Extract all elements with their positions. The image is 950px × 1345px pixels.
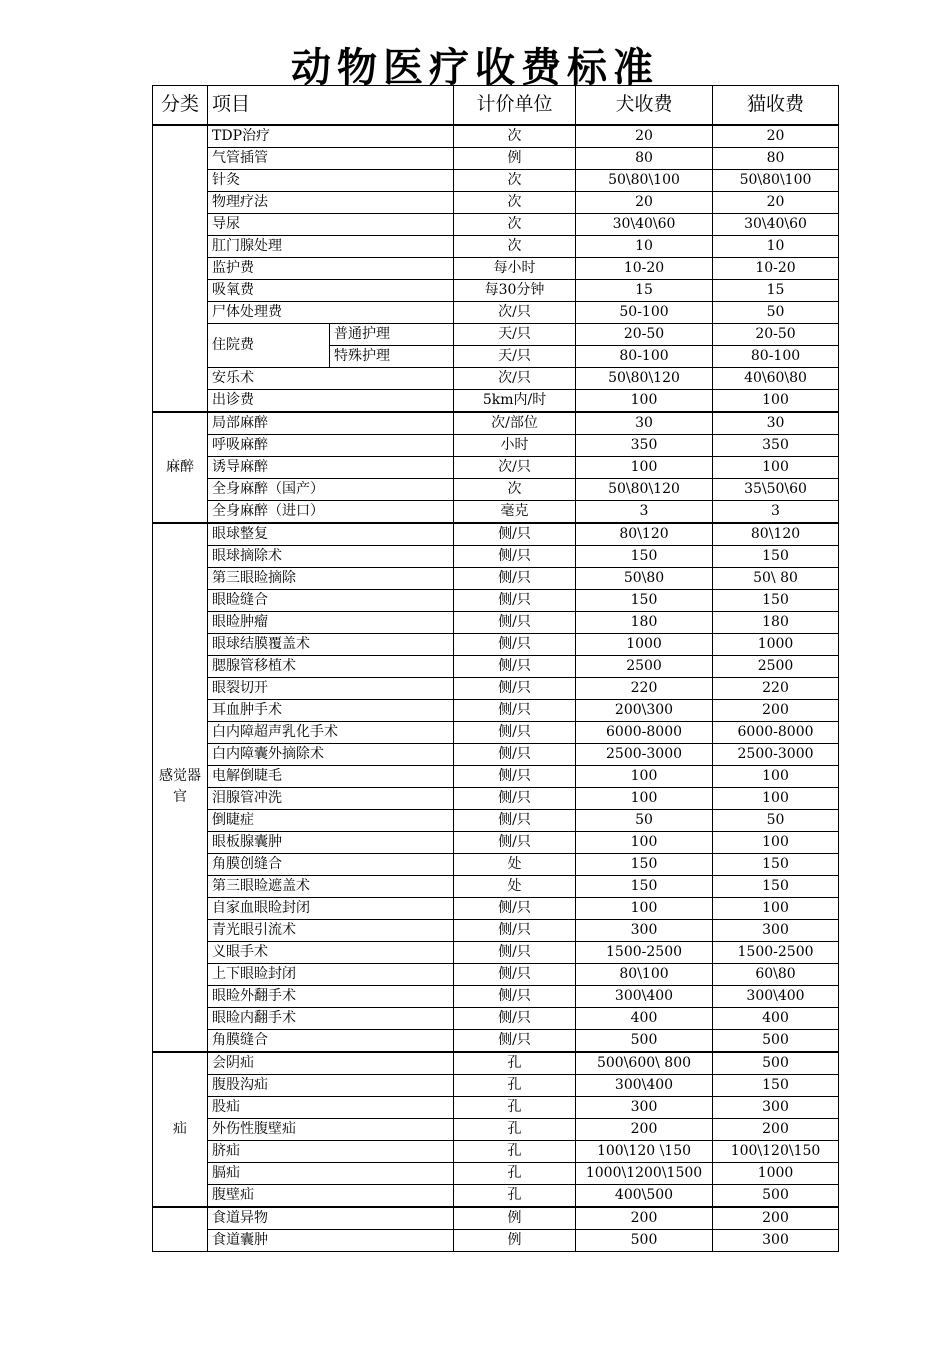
table-row bbox=[153, 611, 839, 633]
pricing-unit: 侧/只 bbox=[454, 765, 576, 787]
dog-fee: 500 bbox=[576, 1029, 713, 1052]
dog-fee: 50\80\120 bbox=[576, 367, 713, 389]
item-name: 眼球整复 bbox=[208, 523, 454, 546]
cat-fee: 30\40\60 bbox=[713, 213, 839, 235]
header-dog-fee: 犬收费 bbox=[576, 86, 713, 125]
dog-fee: 50-100 bbox=[576, 301, 713, 323]
pricing-unit: 侧/只 bbox=[454, 743, 576, 765]
cat-fee: 6000-8000 bbox=[713, 721, 839, 743]
table-row bbox=[153, 743, 839, 765]
table-row bbox=[153, 655, 839, 677]
dog-fee: 100 bbox=[576, 389, 713, 412]
item-name: 住院费 bbox=[208, 323, 330, 367]
dog-fee: 150 bbox=[576, 875, 713, 897]
fee-table bbox=[152, 85, 839, 1252]
pricing-unit: 侧/只 bbox=[454, 611, 576, 633]
pricing-unit: 侧/只 bbox=[454, 897, 576, 919]
table-row bbox=[153, 853, 839, 875]
table-row bbox=[153, 367, 839, 389]
pricing-unit: 小时 bbox=[454, 434, 576, 456]
pricing-unit: 侧/只 bbox=[454, 567, 576, 589]
cat-fee: 300 bbox=[713, 919, 839, 941]
cat-fee: 1000 bbox=[713, 1162, 839, 1184]
item-name: 腹股沟疝 bbox=[208, 1074, 454, 1096]
cat-fee: 150 bbox=[713, 1074, 839, 1096]
item-name: 针灸 bbox=[208, 169, 454, 191]
table-row bbox=[153, 1140, 839, 1162]
item-name: 眼板腺囊肿 bbox=[208, 831, 454, 853]
dog-fee: 1000 bbox=[576, 633, 713, 655]
item-name: 气管插管 bbox=[208, 147, 454, 169]
dog-fee: 500 bbox=[576, 1229, 713, 1251]
table-row bbox=[153, 301, 839, 323]
dog-fee: 6000-8000 bbox=[576, 721, 713, 743]
cat-fee: 15 bbox=[713, 279, 839, 301]
cat-fee: 200 bbox=[713, 1207, 839, 1230]
pricing-unit: 5km内/时 bbox=[454, 389, 576, 412]
cat-fee: 300\400 bbox=[713, 985, 839, 1007]
table-row bbox=[153, 721, 839, 743]
category-cell: 感觉器官 bbox=[153, 523, 208, 1052]
cat-fee: 30 bbox=[713, 412, 839, 435]
item-name: 出诊费 bbox=[208, 389, 454, 412]
page-title: 动物医疗收费标准 bbox=[291, 45, 659, 91]
category-cell: 麻醉 bbox=[153, 412, 208, 523]
item-name: 青光眼引流术 bbox=[208, 919, 454, 941]
pricing-unit: 次 bbox=[454, 478, 576, 500]
cat-fee: 200 bbox=[713, 1118, 839, 1140]
pricing-unit: 例 bbox=[454, 147, 576, 169]
dog-fee: 80 bbox=[576, 147, 713, 169]
pricing-unit: 每30分钟 bbox=[454, 279, 576, 301]
item-name: 局部麻醉 bbox=[208, 412, 454, 435]
dog-fee: 100 bbox=[576, 787, 713, 809]
pricing-unit: 侧/只 bbox=[454, 677, 576, 699]
pricing-unit: 侧/只 bbox=[454, 545, 576, 567]
table-row bbox=[153, 1118, 839, 1140]
table-row bbox=[153, 699, 839, 721]
table-row bbox=[153, 1229, 839, 1251]
cat-fee: 2500-3000 bbox=[713, 743, 839, 765]
item-name: 倒睫症 bbox=[208, 809, 454, 831]
cat-fee: 150 bbox=[713, 875, 839, 897]
item-name: 腮腺管移植术 bbox=[208, 655, 454, 677]
dog-fee: 50\80\120 bbox=[576, 478, 713, 500]
item-name: 物理疗法 bbox=[208, 191, 454, 213]
cat-fee: 20 bbox=[713, 125, 839, 148]
item-name: 诱导麻醉 bbox=[208, 456, 454, 478]
dog-fee: 300 bbox=[576, 919, 713, 941]
pricing-unit: 侧/只 bbox=[454, 589, 576, 611]
table-row bbox=[153, 1184, 839, 1207]
dog-fee: 300 bbox=[576, 1096, 713, 1118]
pricing-unit: 孔 bbox=[454, 1162, 576, 1184]
table-row bbox=[153, 1162, 839, 1184]
cat-fee: 180 bbox=[713, 611, 839, 633]
pricing-unit: 侧/只 bbox=[454, 1007, 576, 1029]
header-category: 分类 bbox=[153, 86, 208, 125]
dog-fee: 400 bbox=[576, 1007, 713, 1029]
item-name: 全身麻醉（国产） bbox=[208, 478, 454, 500]
cat-fee: 100 bbox=[713, 389, 839, 412]
pricing-unit: 每小时 bbox=[454, 257, 576, 279]
header-unit: 计价单位 bbox=[454, 86, 576, 125]
dog-fee: 30\40\60 bbox=[576, 213, 713, 235]
cat-fee: 50 bbox=[713, 809, 839, 831]
dog-fee: 20-50 bbox=[576, 323, 713, 345]
cat-fee: 100 bbox=[713, 897, 839, 919]
table-row bbox=[153, 1207, 839, 1230]
pricing-unit: 孔 bbox=[454, 1140, 576, 1162]
item-name: 眼睑缝合 bbox=[208, 589, 454, 611]
item-name: 尸体处理费 bbox=[208, 301, 454, 323]
cat-fee: 500 bbox=[713, 1184, 839, 1207]
cat-fee: 1000 bbox=[713, 633, 839, 655]
cat-fee: 500 bbox=[713, 1029, 839, 1052]
item-name: 眼裂切开 bbox=[208, 677, 454, 699]
item-name: 食道异物 bbox=[208, 1207, 454, 1230]
table-row bbox=[153, 500, 839, 523]
pricing-unit: 处 bbox=[454, 853, 576, 875]
cat-fee: 100 bbox=[713, 787, 839, 809]
table-row bbox=[153, 1007, 839, 1029]
cat-fee: 3 bbox=[713, 500, 839, 523]
pricing-unit: 侧/只 bbox=[454, 831, 576, 853]
item-name: 耳血肿手术 bbox=[208, 699, 454, 721]
dog-fee: 2500-3000 bbox=[576, 743, 713, 765]
pricing-unit: 侧/只 bbox=[454, 941, 576, 963]
table-row bbox=[153, 279, 839, 301]
cat-fee: 60\80 bbox=[713, 963, 839, 985]
item-name: 眼球摘除术 bbox=[208, 545, 454, 567]
table-row bbox=[153, 919, 839, 941]
table-row bbox=[153, 677, 839, 699]
item-name: 电解倒睫毛 bbox=[208, 765, 454, 787]
pricing-unit: 孔 bbox=[454, 1052, 576, 1075]
cat-fee: 80\120 bbox=[713, 523, 839, 546]
item-name: 白内障囊外摘除术 bbox=[208, 743, 454, 765]
item-name: 会阴疝 bbox=[208, 1052, 454, 1075]
cat-fee: 50\80\100 bbox=[713, 169, 839, 191]
item-name: 呼吸麻醉 bbox=[208, 434, 454, 456]
item-name: 脐疝 bbox=[208, 1140, 454, 1162]
pricing-unit: 侧/只 bbox=[454, 633, 576, 655]
item-name: 腹壁疝 bbox=[208, 1184, 454, 1207]
table-row bbox=[153, 523, 839, 546]
dog-fee: 50\80 bbox=[576, 567, 713, 589]
dog-fee: 150 bbox=[576, 589, 713, 611]
pricing-unit: 侧/只 bbox=[454, 919, 576, 941]
table-row bbox=[153, 765, 839, 787]
cat-fee: 40\60\80 bbox=[713, 367, 839, 389]
dog-fee: 200\300 bbox=[576, 699, 713, 721]
dog-fee: 50 bbox=[576, 809, 713, 831]
table-row bbox=[153, 235, 839, 257]
header-cat-fee: 猫收费 bbox=[713, 86, 839, 125]
dog-fee: 30 bbox=[576, 412, 713, 435]
cat-fee: 300 bbox=[713, 1229, 839, 1251]
dog-fee: 1500-2500 bbox=[576, 941, 713, 963]
item-name: 第三眼睑摘除 bbox=[208, 567, 454, 589]
cat-fee: 35\50\60 bbox=[713, 478, 839, 500]
cat-fee: 50\ 80 bbox=[713, 567, 839, 589]
dog-fee: 80\100 bbox=[576, 963, 713, 985]
dog-fee: 500\600\ 800 bbox=[576, 1052, 713, 1075]
dog-fee: 200 bbox=[576, 1118, 713, 1140]
dog-fee: 20 bbox=[576, 125, 713, 148]
item-subtype: 特殊护理 bbox=[330, 345, 454, 367]
pricing-unit: 次/只 bbox=[454, 367, 576, 389]
table-row bbox=[153, 941, 839, 963]
cat-fee: 1500-2500 bbox=[713, 941, 839, 963]
cat-fee: 100 bbox=[713, 456, 839, 478]
item-name: 白内障超声乳化手术 bbox=[208, 721, 454, 743]
dog-fee: 80-100 bbox=[576, 345, 713, 367]
dog-fee: 10-20 bbox=[576, 257, 713, 279]
item-name: 吸氧费 bbox=[208, 279, 454, 301]
pricing-unit: 侧/只 bbox=[454, 655, 576, 677]
pricing-unit: 次 bbox=[454, 213, 576, 235]
item-name: 安乐术 bbox=[208, 367, 454, 389]
item-name: 监护费 bbox=[208, 257, 454, 279]
item-name: 导尿 bbox=[208, 213, 454, 235]
dog-fee: 10 bbox=[576, 235, 713, 257]
dog-fee: 400\500 bbox=[576, 1184, 713, 1207]
item-subtype: 普通护理 bbox=[330, 323, 454, 345]
pricing-unit: 次 bbox=[454, 235, 576, 257]
pricing-unit: 次/部位 bbox=[454, 412, 576, 435]
table-row bbox=[153, 389, 839, 412]
table-row bbox=[153, 412, 839, 435]
dog-fee: 200 bbox=[576, 1207, 713, 1230]
dog-fee: 20 bbox=[576, 191, 713, 213]
pricing-unit: 侧/只 bbox=[454, 523, 576, 546]
pricing-unit: 侧/只 bbox=[454, 721, 576, 743]
item-name: 自家血眼睑封闭 bbox=[208, 897, 454, 919]
dog-fee: 100 bbox=[576, 897, 713, 919]
dog-fee: 350 bbox=[576, 434, 713, 456]
table-row bbox=[153, 1052, 839, 1075]
pricing-unit: 侧/只 bbox=[454, 699, 576, 721]
dog-fee: 180 bbox=[576, 611, 713, 633]
dog-fee: 300\400 bbox=[576, 1074, 713, 1096]
item-name: 外伤性腹壁疝 bbox=[208, 1118, 454, 1140]
item-name: 上下眼睑封闭 bbox=[208, 963, 454, 985]
cat-fee: 20-50 bbox=[713, 323, 839, 345]
table-row bbox=[153, 125, 839, 148]
cat-fee: 50 bbox=[713, 301, 839, 323]
table-row bbox=[153, 191, 839, 213]
cat-fee: 300 bbox=[713, 1096, 839, 1118]
item-name: 眼睑肿瘤 bbox=[208, 611, 454, 633]
table-row bbox=[153, 809, 839, 831]
pricing-unit: 孔 bbox=[454, 1096, 576, 1118]
cat-fee: 80 bbox=[713, 147, 839, 169]
item-name: 眼睑外翻手术 bbox=[208, 985, 454, 1007]
cat-fee: 220 bbox=[713, 677, 839, 699]
table-row bbox=[153, 147, 839, 169]
category-cell: 疝 bbox=[153, 1052, 208, 1207]
dog-fee: 1000\1200\1500 bbox=[576, 1162, 713, 1184]
cat-fee: 10 bbox=[713, 235, 839, 257]
cat-fee: 400 bbox=[713, 1007, 839, 1029]
pricing-unit: 侧/只 bbox=[454, 787, 576, 809]
pricing-unit: 孔 bbox=[454, 1074, 576, 1096]
dog-fee: 100 bbox=[576, 456, 713, 478]
dog-fee: 100\120 \150 bbox=[576, 1140, 713, 1162]
dog-fee: 80\120 bbox=[576, 523, 713, 546]
cat-fee: 200 bbox=[713, 699, 839, 721]
pricing-unit: 处 bbox=[454, 875, 576, 897]
cat-fee: 10-20 bbox=[713, 257, 839, 279]
dog-fee: 220 bbox=[576, 677, 713, 699]
pricing-unit: 孔 bbox=[454, 1118, 576, 1140]
dog-fee: 100 bbox=[576, 831, 713, 853]
cat-fee: 20 bbox=[713, 191, 839, 213]
pricing-unit: 次 bbox=[454, 125, 576, 148]
table-header-row bbox=[153, 86, 839, 125]
item-name: 角膜创缝合 bbox=[208, 853, 454, 875]
item-name: 股疝 bbox=[208, 1096, 454, 1118]
dog-fee: 3 bbox=[576, 500, 713, 523]
dog-fee: 150 bbox=[576, 853, 713, 875]
item-name: 肛门腺处理 bbox=[208, 235, 454, 257]
pricing-unit: 侧/只 bbox=[454, 1029, 576, 1052]
table-row bbox=[153, 323, 839, 345]
pricing-unit: 侧/只 bbox=[454, 809, 576, 831]
cat-fee: 100 bbox=[713, 831, 839, 853]
header-item: 项目 bbox=[208, 86, 454, 125]
item-name: 义眼手术 bbox=[208, 941, 454, 963]
cat-fee: 150 bbox=[713, 853, 839, 875]
table-row bbox=[153, 963, 839, 985]
item-name: 眼睑内翻手术 bbox=[208, 1007, 454, 1029]
cat-fee: 100 bbox=[713, 765, 839, 787]
item-name: 泪腺管冲洗 bbox=[208, 787, 454, 809]
category-cell bbox=[153, 1207, 208, 1252]
table-row bbox=[153, 1074, 839, 1096]
dog-fee: 15 bbox=[576, 279, 713, 301]
table-row bbox=[153, 1096, 839, 1118]
table-row bbox=[153, 213, 839, 235]
pricing-unit: 次 bbox=[454, 169, 576, 191]
cat-fee: 100\120\150 bbox=[713, 1140, 839, 1162]
pricing-unit: 侧/只 bbox=[454, 985, 576, 1007]
pricing-unit: 例 bbox=[454, 1207, 576, 1230]
item-name: 第三眼睑遮盖术 bbox=[208, 875, 454, 897]
pricing-unit: 天/只 bbox=[454, 323, 576, 345]
table-row bbox=[153, 456, 839, 478]
item-name: 食道囊肿 bbox=[208, 1229, 454, 1251]
dog-fee: 50\80\100 bbox=[576, 169, 713, 191]
pricing-unit: 次 bbox=[454, 191, 576, 213]
cat-fee: 80-100 bbox=[713, 345, 839, 367]
dog-fee: 100 bbox=[576, 765, 713, 787]
table-row bbox=[153, 985, 839, 1007]
dog-fee: 2500 bbox=[576, 655, 713, 677]
cat-fee: 2500 bbox=[713, 655, 839, 677]
table-row bbox=[153, 434, 839, 456]
cat-fee: 150 bbox=[713, 589, 839, 611]
item-name: 全身麻醉（进口） bbox=[208, 500, 454, 523]
table-row bbox=[153, 875, 839, 897]
table-row bbox=[153, 478, 839, 500]
category-cell bbox=[153, 125, 208, 412]
table-row bbox=[153, 567, 839, 589]
item-name: 眼球结膜覆盖术 bbox=[208, 633, 454, 655]
table-row bbox=[153, 1029, 839, 1052]
fee-table-body bbox=[153, 86, 839, 1252]
pricing-unit: 天/只 bbox=[454, 345, 576, 367]
item-name: TDP治疗 bbox=[208, 125, 454, 148]
cat-fee: 350 bbox=[713, 434, 839, 456]
table-row bbox=[153, 589, 839, 611]
pricing-unit: 次/只 bbox=[454, 301, 576, 323]
table-row bbox=[153, 787, 839, 809]
pricing-unit: 例 bbox=[454, 1229, 576, 1251]
dog-fee: 300\400 bbox=[576, 985, 713, 1007]
pricing-unit: 次/只 bbox=[454, 456, 576, 478]
table-row bbox=[153, 897, 839, 919]
item-name: 膈疝 bbox=[208, 1162, 454, 1184]
pricing-unit: 毫克 bbox=[454, 500, 576, 523]
dog-fee: 150 bbox=[576, 545, 713, 567]
table-row bbox=[153, 257, 839, 279]
pricing-unit: 侧/只 bbox=[454, 963, 576, 985]
cat-fee: 150 bbox=[713, 545, 839, 567]
cat-fee: 500 bbox=[713, 1052, 839, 1075]
table-row bbox=[153, 169, 839, 191]
table-row bbox=[153, 545, 839, 567]
table-row bbox=[153, 831, 839, 853]
item-name: 角膜缝合 bbox=[208, 1029, 454, 1052]
table-row bbox=[153, 633, 839, 655]
pricing-unit: 孔 bbox=[454, 1184, 576, 1207]
